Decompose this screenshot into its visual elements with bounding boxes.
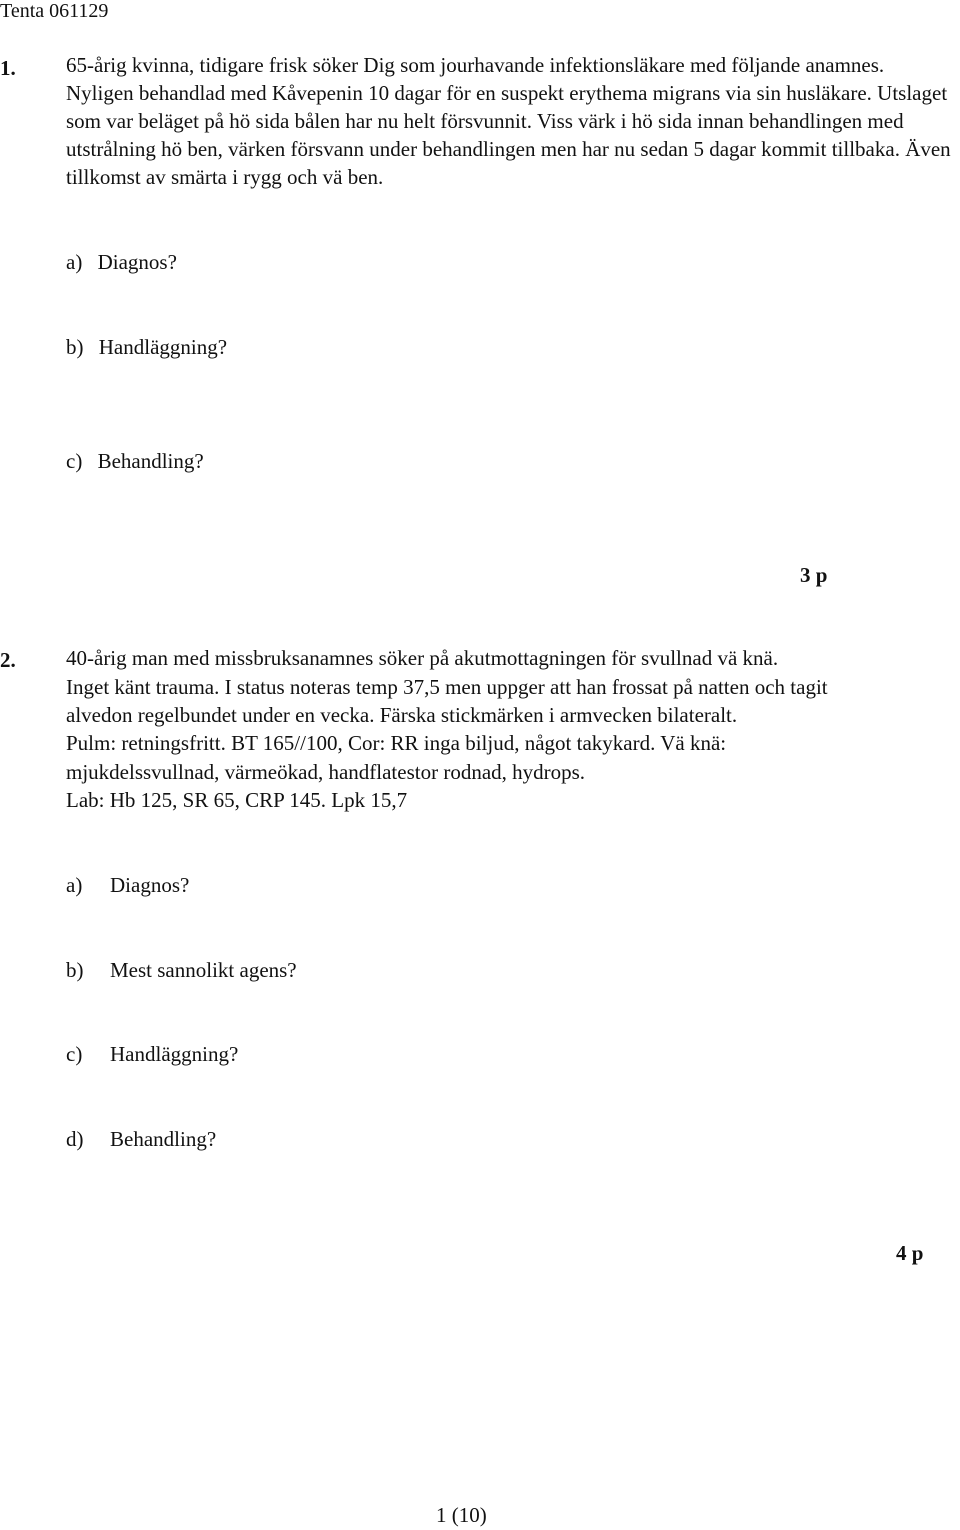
q2-points: 4 p bbox=[896, 1241, 924, 1265]
q2-sub-b-label: b) bbox=[66, 958, 84, 982]
q1-subquestion-c bbox=[66, 449, 204, 474]
q2-sub-a-label: a) bbox=[66, 873, 83, 897]
q2-line-3: alvedon regelbundet under en vecka. Färska stickmärken i armvecken bilateralt. bbox=[66, 703, 738, 727]
q1-sub-b-label: b) bbox=[66, 335, 84, 359]
q2-line-4: Pulm: retningsfritt. BT 165//100, Cor: RR inga biljud, något takykard. Vä knä: bbox=[66, 731, 727, 755]
q2-line-2: Inget känt trauma. I status noteras temp 37,5 men uppger att han frossat på natten och tagit bbox=[66, 675, 828, 699]
q2-sub-a-text: Diagnos? bbox=[110, 873, 190, 897]
page-number: 1 (10) bbox=[436, 1503, 487, 1527]
q2-subquestion-a bbox=[66, 873, 190, 898]
page-title: Tenta 061129 bbox=[0, 0, 109, 22]
q2-line-5: mjukdelssvullnad, värmeökad, handflatestor rodnad, hydrops. bbox=[66, 760, 586, 784]
q2-sub-c-text: Handläggning? bbox=[110, 1042, 239, 1066]
q2-sub-b-text: Mest sannolikt agens? bbox=[110, 958, 297, 982]
question-1-number: 1. bbox=[0, 56, 16, 80]
q2-subquestion-c bbox=[66, 1042, 239, 1067]
q2-subquestion-b bbox=[66, 958, 297, 983]
q2-sub-c-label: c) bbox=[66, 1042, 83, 1066]
q1-sub-c-label: c) bbox=[66, 449, 83, 473]
q2-subquestion-d bbox=[66, 1127, 217, 1152]
q1-sub-b-text: Handläggning? bbox=[98, 335, 228, 359]
q2-line-1: 40-årig man med missbruksanamnes söker på akutmottagningen för svullnad vä knä. bbox=[66, 646, 779, 670]
q1-subquestion-a bbox=[66, 250, 177, 275]
q1-points: 3 p bbox=[800, 563, 828, 587]
q2-sub-d-text: Behandling? bbox=[110, 1127, 217, 1151]
q1-sub-a-text: Diagnos? bbox=[97, 250, 177, 274]
q1-sub-a-label: a) bbox=[66, 250, 83, 274]
q1-sub-c-text: Behandling? bbox=[97, 449, 204, 473]
question-2-number: 2. bbox=[0, 648, 16, 672]
q2-line-6: Lab: Hb 125, SR 65, CRP 145. Lpk 15,7 bbox=[66, 788, 408, 812]
question-1-text: 65-årig kvinna, tidigare frisk söker Dig som jourhavande infektionsläkare med följande anamnes. Nyligen behandlad med Kåvepenin 10 dagar för en suspekt erythema migrans via sin husläkare. Utslaget som var beläget på hö sida bålen har nu helt försvunnit. Viss värk i hö sida innan behandlingen med utstrålning hö ben, värken försvann under behandlingen men har nu sedan 5 dagar kommit tillbaka. Även tillkomst av smärta i rygg och vä ben. bbox=[66, 53, 951, 189]
q2-sub-d-label: d) bbox=[66, 1127, 84, 1151]
q1-subquestion-b bbox=[66, 335, 227, 360]
